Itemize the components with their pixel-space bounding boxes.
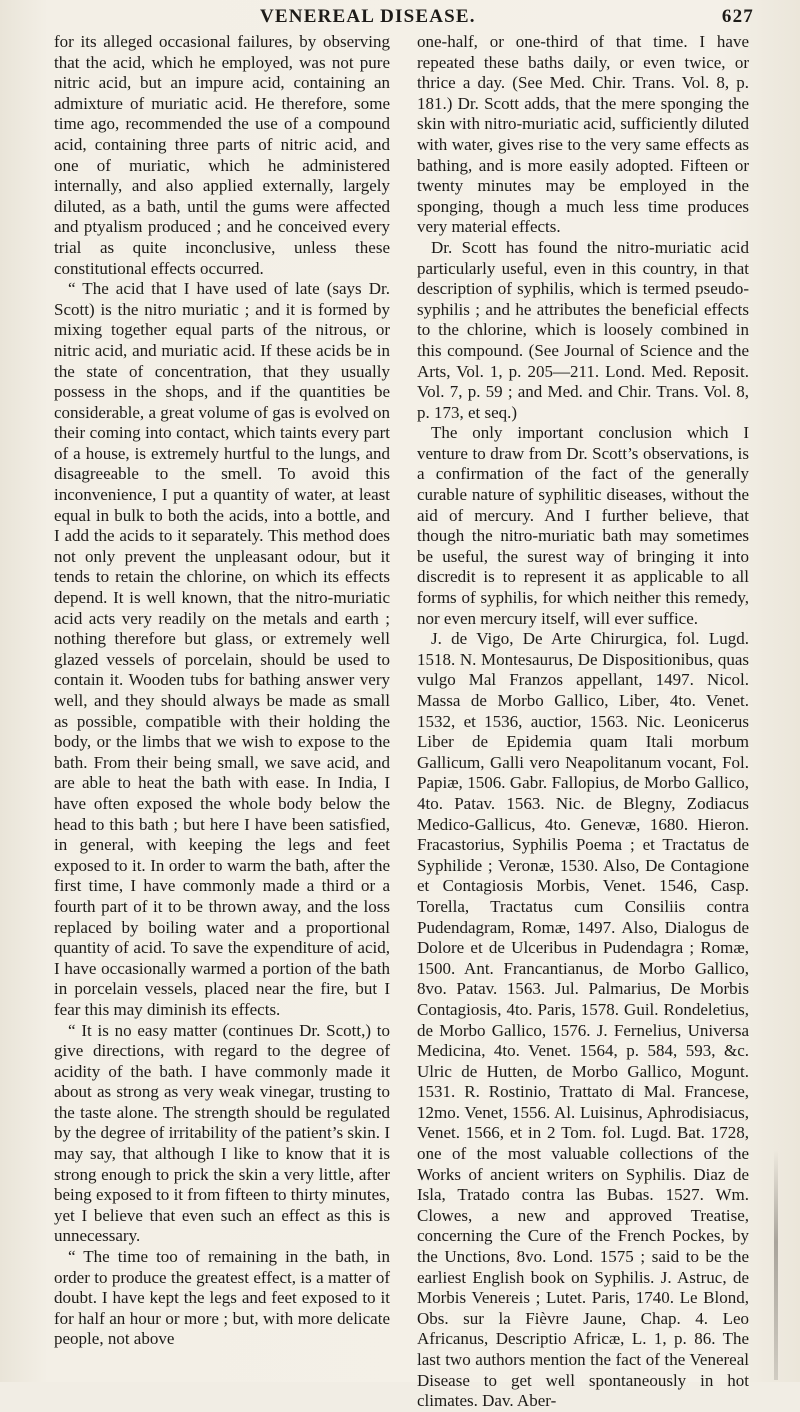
paragraph: Dr. Scott has found the nitro-muriatic acid particularly useful, even in this country, in that description of syphilis, which is termed pseudo-syphilis ; and he attributes the beneficial effects to the chlorine, which is loosely combined in this compound. (See Journal of Science and the Arts, Vol. 1, p. 205—211. Lond. Med. Reposit. Vol. 7, p. 59 ; and Med. and Chir. Trans. Vol. 8, p. 173, et seq.)	[417, 237, 749, 422]
left-column	[54, 32, 390, 1372]
page-number: 627	[721, 6, 754, 27]
page-edge-shadow	[774, 1150, 778, 1380]
running-head-title: VENEREAL DISEASE.	[260, 6, 476, 27]
paragraph: for its alleged occasional failures, by observing that the acid, which he employed, was not pure nitric acid, but an impure acid, containing an admixture of muriatic acid. He therefore, some time ago, recommended the use of a compound acid, containing three parts of nitric acid, and one of muriatic, which he administered internally, and also applied externally, largely diluted, as a bath, until the gums were affected and ptyalism produced ; and he conceived every trial as quite inconclusive, unless these constitutional effects occurred.	[54, 32, 390, 278]
paragraph: The only important conclusion which I venture to draw from Dr. Scott’s observations, is a confirmation of the fact of the generally curable nature of syphilitic diseases, without the aid of mercury. And I further believe, that though the nitro-muriatic bath may sometimes be useful, the surest way of bringing it into discredit is to represent it as applicable to all forms of syphilis, for which neither this remedy, nor even mercury itself, will ever suffice.	[417, 423, 749, 628]
paragraph: one-half, or one-third of that time. I have repeated these baths daily, or even twice, or thrice a day. (See Med. Chir. Trans. Vol. 8, p. 181.) Dr. Scott adds, that the mere sponging the skin with nitro-muriatic acid, sufficiently diluted with water, gives rise to the very same effects as bathing, and is more easily adopted. Fifteen or twenty minutes may be employed in the sponging, though a much less time produces very material effects.	[417, 32, 749, 237]
running-head	[260, 0, 760, 36]
right-column	[417, 32, 749, 1411]
paragraph: “ The time too of remaining in the bath, in order to produce the greatest effect, is a matter of doubt. I have kept the legs and feet exposed to it for half an hour or more ; but, with more delicate people, not above	[54, 1247, 390, 1349]
bibliography-paragraph: J. de Vigo, De Arte Chirurgica, fol. Lugd. 1518. N. Montesaurus, De Dispositionibus, quas vulgo Mal Franzos appellant, 1497. Nicol. Massa de Morbo Gallico, Liber, 4to. Venet. 1532, et 1536, auctior, 1563. Nic. Leonicerus Liber de Epidemia quam Itali morbum Gallicum, Galli vero Neapolitanum vocant, Fol. Papiæ, 1506. Gabr. Fallopius, de Morbo Gallico, 4to. Patav. 1563. Nic. de Blegny, Zodiacus Medico-Gallicus, 4to. Genevæ, 1680. Hieron. Fracastorius, Syphilis Poema ; et Tractatus de Syphilide ; Veronæ, 1530. Also, De Contagione et Contagiosis Morbis, Venet. 1546, Casp. Torella, Tractatus cum Consiliis contra Pudendagram, Romæ, 1497. Also, Dialogus de Dolore et de Ulceribus in Pudendagra ; Romæ, 1500. Ant. Francantianus, de Morbo Gallico, 8vo. Patav. 1563. Jul. Palmarius, De Morbis Contagiosis, 4to. Paris, 1578. Guil. Rondeletius, de Morbo Gallico, 1576. J. Fernelius, Universa Medicina, 4to. Venet. 1564, p. 584, 593, &c. Ulric de Hutten, de Morbo Gallico, Mogunt. 1531. R. Rostinio, Trattato di Mal. Francese, 12mo. Venet, 1556. Al. Luisinus, Aphrodisiacus, Venet. 1566, et in 2 Tom. fol. Lugd. Bat. 1728, one of the most valuable collections of the Works of ancient writers on Syphilis. Diaz de Isla, Tratado contra las Bubas. 1527. Wm. Clowes, a new and approved Treatise, concerning the Cure of the French Pockes, by the Unctions, 8vo. Lond. 1575 ; said to be the earliest English book on Syphilis. J. Astruc, de Morbis Venereis ; Lutet. Paris, 1740. Le Blond, Obs. sur la Fièvre Jaune, Chap. 4. Leo Africanus, Descriptio Africæ, L. 1, p. 86. The last two authors mention the fact of the Venereal Disease to get well spontaneously in hot climates. Dav. Aber-	[417, 629, 749, 1411]
paragraph: “ It is no easy matter (continues Dr. Scott,) to give directions, with regard to the degree of acidity of the bath. I have commonly made it about as strong as very weak vinegar, trusting to the taste alone. The strength should be regulated by the degree of irritability of the patient’s skin. I may say, that although I like to know that it is strong enough to prick the skin a very little, after being exposed to it from fifteen to thirty minutes, yet I believe that even such an effect as this is unnecessary.	[54, 1020, 390, 1246]
paragraph: “ The acid that I have used of late (says Dr. Scott) is the nitro muriatic ; and it is formed by mixing together equal parts of the nitrous, or nitric acid, and muriatic acid. If these acids be in the state of concentration, that they usually possess in the shops, and if the quantities be considerable, a great volume of gas is evolved on their coming into contact, which taints every part of a house, is extremely hurtful to the lungs, and disagreeable to the smell. To avoid this inconvenience, I put a quantity of water, at least equal in bulk to both the acids, into a bottle, and I add the acids to it separately. This method does not only prevent the unpleasant odour, but it tends to retain the chlorine, on which its effects depend. It is well known, that the nitro-muriatic acid acts very readily on the metals and earth ; nothing therefore but glass, or extremely well glazed vessels of porcelain, should be used to contain it. Wooden tubs for bathing answer very well, and they should always be made as small as possible, compatible with their holding the body, or the limbs that we wish to expose to the bath. From their being small, we save acid, and are able to heat the bath with ease. In India, I have often exposed the whole body below the head to this bath ; but here I have been satisfied, in general, with keeping the legs and feet exposed to it. In order to warm the bath, after the first time, I have commonly made a third or a fourth part of it to be thrown away, and the loss replaced by boiling water and a proportional quantity of acid. To save the expenditure of acid, I have occasionally warmed a portion of the bath in porcelain vessels, placed near the fire, but I fear this may diminish its effects.	[54, 279, 390, 1019]
